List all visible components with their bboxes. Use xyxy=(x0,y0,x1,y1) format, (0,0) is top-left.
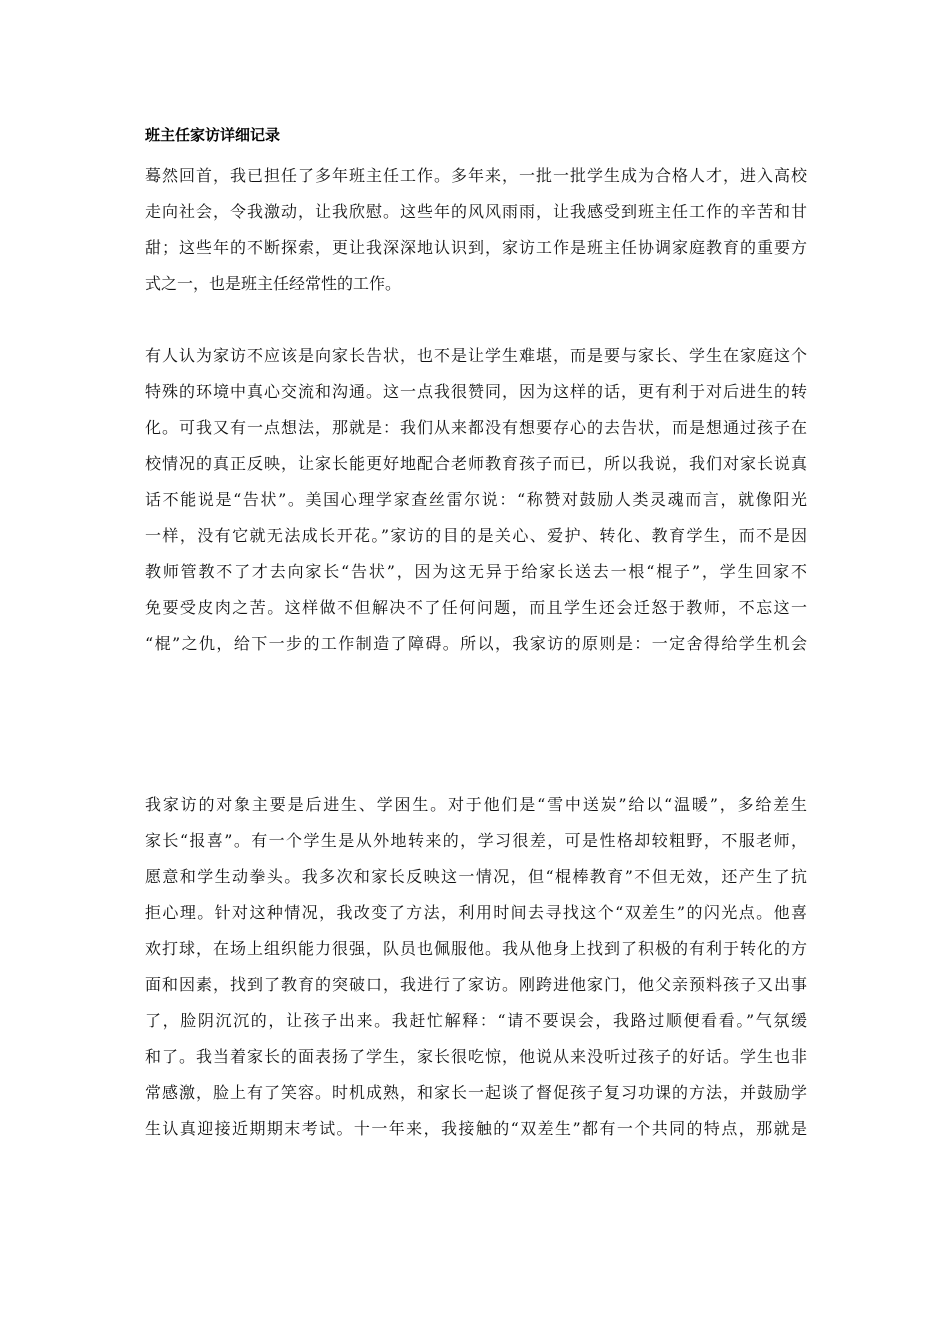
text-line: 甜；这些年的不断探索，更让我深深地认识到，家访工作是班主任协调家庭教育的重要方 xyxy=(145,238,807,257)
text-line: 特殊的环境中真心交流和沟通。这一点我很赞同，因为这样的话，更有利于对后进生的转 xyxy=(145,382,807,401)
document-title: 班主任家访详细记录 xyxy=(145,126,281,144)
text-line: 有人认为家访不应该是向家长告状，也不是让学生难堪，而是要与家长、学生在家庭这个 xyxy=(145,346,807,365)
paragraph-case-study xyxy=(145,787,807,1147)
text-line: 话不能说是“告状”。美国心理学家查丝雷尔说：“称赞对鼓励人类灵魂而言，就像阳光 xyxy=(145,490,807,509)
text-line: 蓦然回首，我已担任了多年班主任工作。多年来，一批一批学生成为合格人才，进入高校 xyxy=(145,166,807,185)
text-line: 我家访的对象主要是后进生、学困生。对于他们是“雪中送炭”给以“温暖”，多给差生 xyxy=(145,795,807,814)
text-line: 校情况的真正反映，让家长能更好地配合老师教育孩子而已，所以我说，我们对家长说真 xyxy=(145,454,807,473)
paragraph-principle xyxy=(145,338,807,662)
text-line: 一样，没有它就无法成长开花。”家访的目的是关心、爱护、转化、教育学生，而不是因 xyxy=(145,526,807,545)
text-line: 生认真迎接近期期末考试。十一年来，我接触的“双差生”都有一个共同的特点，那就是 xyxy=(145,1119,807,1138)
text-line: 教师管教不了才去向家长“告状”，因为这无异于给家长送去一根“棍子”，学生回家不 xyxy=(145,562,807,581)
text-line: 家长“报喜”。有一个学生是从外地转来的，学习很差，可是性格却较粗野，不服老师， xyxy=(145,831,807,850)
text-line: 欢打球，在场上组织能力很强，队员也佩服他。我从他身上找到了积极的有利于转化的方 xyxy=(145,939,807,958)
text-line: 愿意和学生动拳头。我多次和家长反映这一情况，但“棍棒教育”不但无效，还产生了抗 xyxy=(145,867,807,886)
text-line: 和了。我当着家长的面表扬了学生，家长很吃惊，他说从来没听过孩子的好话。学生也非 xyxy=(145,1047,807,1066)
text-line: 拒心理。针对这种情况，我改变了方法，利用时间去寻找这个“双差生”的闪光点。他喜 xyxy=(145,903,807,922)
paragraph-intro xyxy=(145,158,807,302)
text-line: 免要受皮肉之苦。这样做不但解决不了任何问题，而且学生还会迁怒于教师，不忘这一 xyxy=(145,598,807,617)
text-line: “棍”之仇，给下一步的工作制造了障碍。所以，我家访的原则是：一定舍得给学生机会 xyxy=(145,634,807,653)
text-line: 了，脸阴沉沉的，让孩子出来。我赶忙解释：“请不要误会，我路过顺便看看。”气氛缓 xyxy=(145,1011,807,1030)
text-line: 常感激，脸上有了笑容。时机成熟，和家长一起谈了督促孩子复习功课的方法，并鼓励学 xyxy=(145,1083,807,1102)
text-line: 走向社会，令我激动，让我欣慰。这些年的风风雨雨，让我感受到班主任工作的辛苦和甘 xyxy=(145,202,807,221)
text-line: 化。可我又有一点想法，那就是：我们从来都没有想要存心的去告状，而是想通过孩子在 xyxy=(145,418,807,437)
text-line: 面和因素，找到了教育的突破口，我进行了家访。刚跨进他家门，他父亲预料孩子又出事 xyxy=(145,975,807,994)
text-line: 式之一，也是班主任经常性的工作。 xyxy=(145,274,402,293)
